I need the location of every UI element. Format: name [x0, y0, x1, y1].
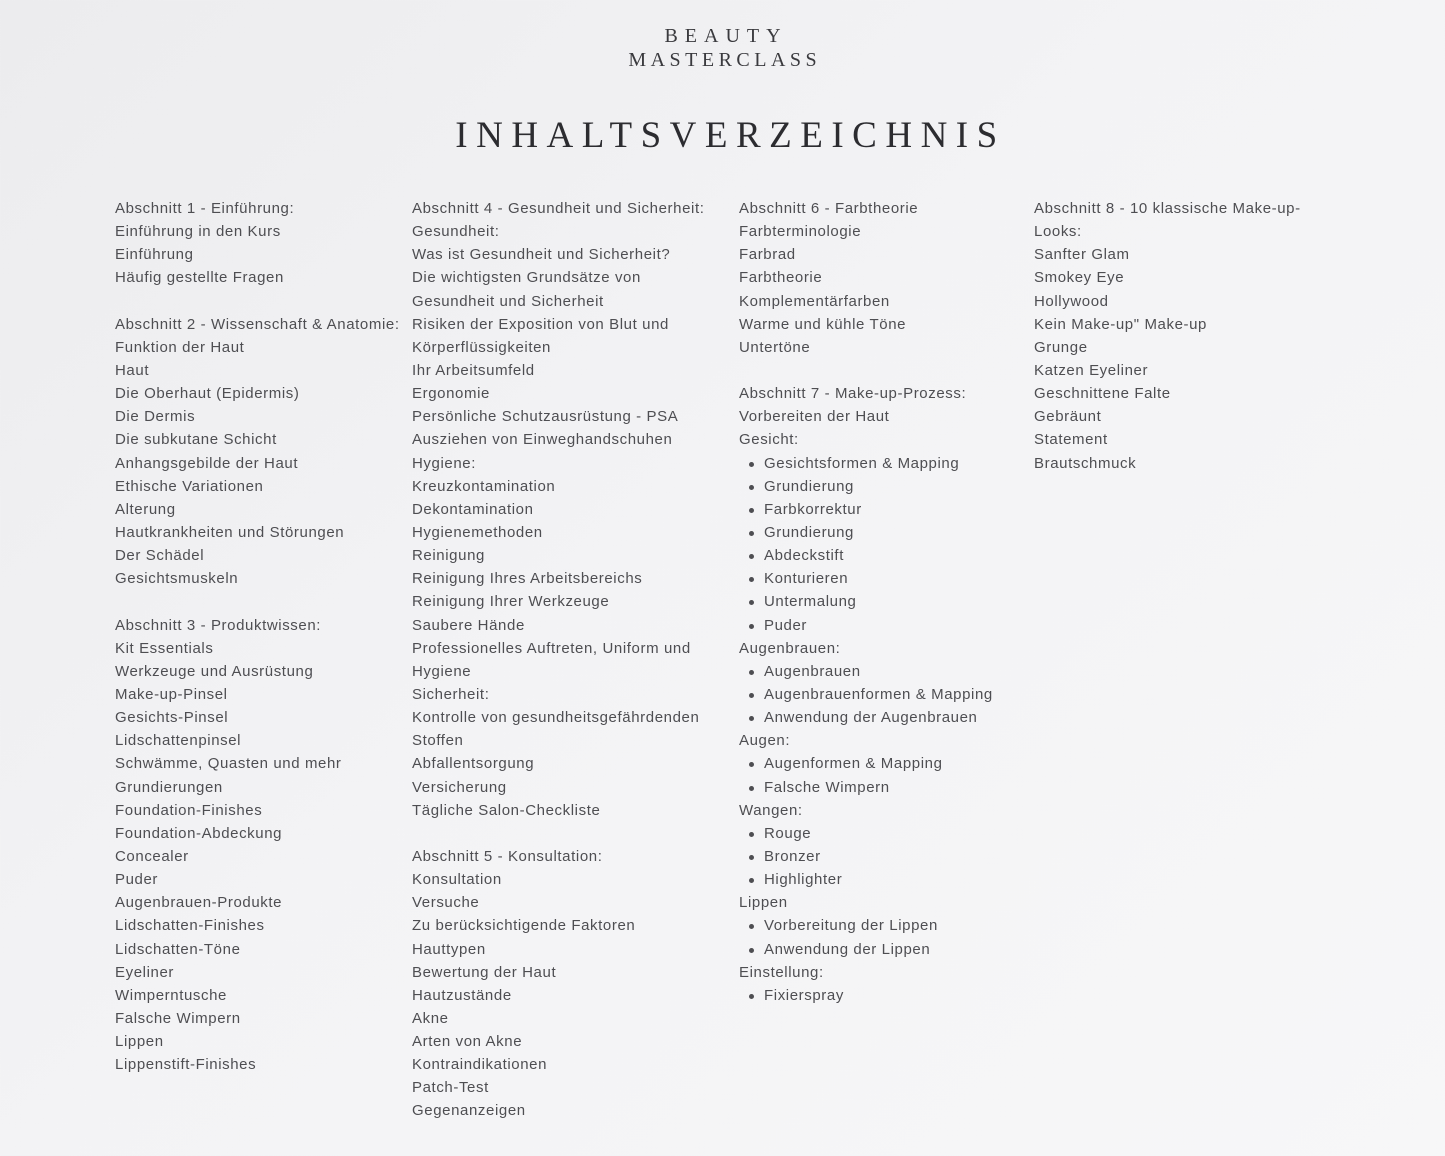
toc-item: Einstellung:	[739, 963, 824, 981]
toc-item: Kit Essentials	[115, 639, 214, 657]
bullet-list-item: Augenbrauen	[739, 660, 1009, 683]
toc-item: Alterung	[115, 500, 176, 518]
brand-logo	[0, 24, 1445, 72]
toc-item: Lidschatten-Töne	[115, 940, 241, 958]
section-spacer	[412, 822, 712, 845]
toc-item: Looks:	[1034, 223, 1082, 241]
toc-item: Falsche Wimpern	[115, 1009, 241, 1027]
toc-item: Untertöne	[739, 338, 811, 356]
bullet-list-item: Augenbrauenformen & Mapping	[739, 683, 1009, 706]
toc-item: Hollywood	[1034, 292, 1109, 310]
toc-item: Smokey Eye	[1034, 269, 1125, 287]
toc-item: Risiken der Exposition von Blut und	[412, 315, 669, 333]
bullet-list-item: Bronzer	[739, 845, 1009, 868]
toc-item: Professionelles Auftreten, Uniform und	[412, 639, 691, 657]
toc-item: Stoffen	[412, 732, 464, 750]
toc-item: Farbterminologie	[739, 223, 862, 241]
bullet-list-item: Vorbereitung der Lippen	[739, 914, 1009, 937]
bullet-list-item: Augenformen & Mapping	[739, 752, 1009, 775]
toc-item: Saubere Hände	[412, 616, 525, 634]
toc-item: Make-up-Pinsel	[115, 685, 228, 703]
bullet-list-item: Fixierspray	[739, 984, 1009, 1007]
toc-item: Katzen Eyeliner	[1034, 361, 1149, 379]
toc-item: Wangen:	[739, 801, 803, 819]
section-heading: Abschnitt 1 - Einführung:	[115, 200, 295, 217]
bullet-list-item: Grundierung	[739, 521, 1009, 544]
section-heading: Abschnitt 8 - 10 klassische Make-up-	[1034, 200, 1301, 217]
toc-item: Arten von Akne	[412, 1033, 523, 1051]
section-heading: Abschnitt 3 - Produktwissen:	[115, 616, 322, 634]
toc-item: Kein Make-up" Make-up	[1034, 315, 1208, 333]
toc-item: Einführung in den Kurs	[115, 223, 281, 241]
bullet-list-item: Konturieren	[739, 567, 1009, 590]
toc-item: Die subkutane Schicht	[115, 431, 277, 449]
toc-item: Hygienemethoden	[412, 523, 543, 541]
toc-item: Was ist Gesundheit und Sicherheit?	[412, 246, 671, 264]
toc-item: Gesichtsmuskeln	[115, 570, 239, 588]
toc-item: Augen:	[739, 732, 791, 750]
toc-item: Brautschmuck	[1034, 454, 1137, 472]
toc-item: Schwämme, Quasten und mehr	[115, 755, 342, 773]
toc-item: Persönliche Schutzausrüstung - PSA	[412, 408, 679, 426]
toc-item: Patch-Test	[412, 1079, 489, 1097]
toc-item: Puder	[115, 871, 159, 889]
section-heading: Abschnitt 4 - Gesundheit und Sicherheit:	[412, 200, 705, 217]
toc-item: Wimperntusche	[115, 986, 228, 1004]
toc-item: Hygiene	[412, 662, 472, 680]
toc-column-3	[739, 197, 1009, 1007]
toc-item: Sanfter Glam	[1034, 246, 1130, 264]
toc-item: Ihr Arbeitsumfeld	[412, 361, 535, 379]
bullet-list-item: Farbkorrektur	[739, 498, 1009, 521]
bullet-list-item: Rouge	[739, 822, 1009, 845]
brand-line-masterclass: MASTERCLASS	[628, 49, 822, 71]
section-heading: Abschnitt 6 - Farbtheorie	[739, 200, 919, 217]
toc-item: Dekontamination	[412, 500, 534, 518]
toc-item: Ausziehen von Einweghandschuhen	[412, 431, 673, 449]
toc-item: Lidschatten-Finishes	[115, 917, 265, 935]
toc-item: Gesicht:	[739, 431, 799, 449]
toc-item: Versuche	[412, 894, 480, 912]
toc-item: Ethische Variationen	[115, 477, 264, 495]
toc-item: Ergonomie	[412, 385, 490, 403]
brand-line-beauty: BEAUTY	[664, 25, 788, 47]
toc-item: Konsultation	[412, 871, 502, 889]
toc-item: Foundation-Finishes	[115, 801, 263, 819]
toc-item: Lippen	[739, 894, 788, 912]
toc-column-4	[1034, 197, 1304, 475]
toc-item: Die Dermis	[115, 408, 196, 426]
toc-item: Werkzeuge und Ausrüstung	[115, 662, 314, 680]
toc-item: Die wichtigsten Grundsätze von	[412, 269, 641, 287]
toc-item: Der Schädel	[115, 547, 205, 565]
toc-item: Einführung	[115, 246, 194, 264]
toc-item: Reinigung Ihres Arbeitsbereichs	[412, 570, 643, 588]
toc-item: Lippen	[115, 1033, 164, 1051]
bullet-list-item: Highlighter	[739, 868, 1009, 891]
toc-item: Akne	[412, 1009, 449, 1027]
section-spacer	[115, 590, 400, 613]
bullet-list-item: Untermalung	[739, 590, 1009, 613]
toc-item: Kreuzkontamination	[412, 477, 556, 495]
toc-item: Bewertung der Haut	[412, 963, 557, 981]
toc-item: Reinigung	[412, 547, 485, 565]
toc-item: Eyeliner	[115, 963, 174, 981]
bullet-list-item: Puder	[739, 614, 1009, 637]
toc-item: Augenbrauen-Produkte	[115, 894, 283, 912]
toc-column-1	[115, 197, 400, 1076]
bullet-list-item: Gesichtsformen & Mapping	[739, 452, 1009, 475]
section-spacer	[115, 290, 400, 313]
toc-item: Gesundheit und Sicherheit	[412, 292, 604, 310]
bullet-list-item: Anwendung der Augenbrauen	[739, 706, 1009, 729]
toc-item: Versicherung	[412, 778, 507, 796]
toc-item: Die Oberhaut (Epidermis)	[115, 385, 300, 403]
bullet-list-item: Abdeckstift	[739, 544, 1009, 567]
toc-item: Hygiene:	[412, 454, 477, 472]
section-spacer	[739, 359, 1009, 382]
toc-item: Augenbrauen:	[739, 639, 841, 657]
toc-item: Gebräunt	[1034, 408, 1102, 426]
toc-item: Lippenstift-Finishes	[115, 1056, 257, 1074]
toc-item: Hautzustände	[412, 986, 512, 1004]
section-heading: Abschnitt 5 - Konsultation:	[412, 847, 603, 865]
toc-item: Gesichts-Pinsel	[115, 709, 229, 727]
toc-item: Farbrad	[739, 246, 796, 264]
toc-item: Grunge	[1034, 338, 1088, 356]
toc-column-2	[412, 197, 712, 1123]
toc-item: Warme und kühle Töne	[739, 315, 907, 333]
toc-item: Foundation-Abdeckung	[115, 824, 283, 842]
bullet-list-item: Anwendung der Lippen	[739, 938, 1009, 961]
bullet-list-item: Falsche Wimpern	[739, 776, 1009, 799]
toc-item: Sicherheit:	[412, 685, 490, 703]
section-heading: Abschnitt 2 - Wissenschaft & Anatomie:	[115, 315, 400, 333]
toc-item: Vorbereiten der Haut	[739, 408, 890, 426]
toc-item: Funktion der Haut	[115, 338, 245, 356]
toc-item: Häufig gestellte Fragen	[115, 269, 284, 287]
toc-item: Körperflüssigkeiten	[412, 338, 551, 356]
toc-item: Tägliche Salon-Checkliste	[412, 801, 601, 819]
toc-item: Gegenanzeigen	[412, 1102, 526, 1120]
toc-item: Zu berücksichtigende Faktoren	[412, 917, 636, 935]
toc-item: Abfallentsorgung	[412, 755, 535, 773]
toc-item: Haut	[115, 361, 150, 379]
toc-item: Lidschattenpinsel	[115, 732, 242, 750]
toc-item: Farbtheorie	[739, 269, 823, 287]
toc-item: Reinigung Ihrer Werkzeuge	[412, 593, 610, 611]
section-heading: Abschnitt 7 - Make-up-Prozess:	[739, 385, 967, 403]
toc-item: Kontraindikationen	[412, 1056, 548, 1074]
toc-item: Grundierungen	[115, 778, 223, 796]
toc-item: Gesundheit:	[412, 223, 500, 241]
toc-item: Anhangsgebilde der Haut	[115, 454, 299, 472]
toc-item: Komplementärfarben	[739, 292, 890, 310]
toc-item: Kontrolle von gesundheitsgefährdenden	[412, 709, 700, 727]
toc-item: Hautkrankheiten und Störungen	[115, 523, 345, 541]
toc-item: Hauttypen	[412, 940, 486, 958]
toc-item: Geschnittene Falte	[1034, 385, 1171, 403]
bullet-list-item: Grundierung	[739, 475, 1009, 498]
toc-item: Concealer	[115, 847, 189, 865]
page-title: INHALTSVERZEICHNIS	[455, 115, 1006, 156]
toc-item: Statement	[1034, 431, 1108, 449]
